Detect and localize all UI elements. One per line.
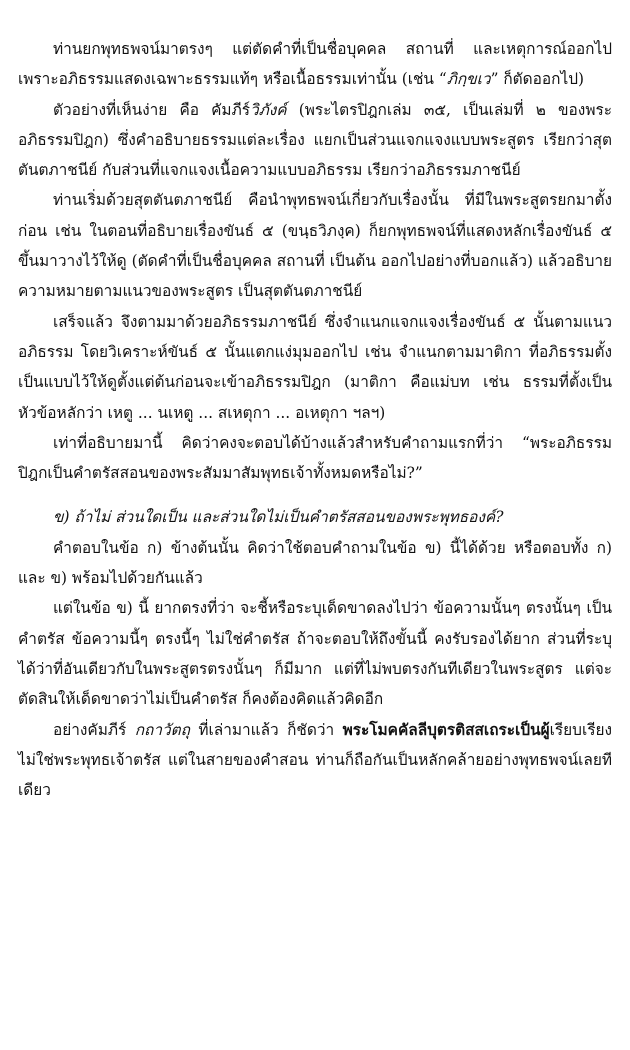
paragraph-4 (18, 307, 612, 428)
text-span: ” ก็ตัดออกไป) (490, 70, 584, 89)
question-text: ข) ถ้าไม่ ส่วนใดเป็น และส่วนใดไม่เป็นคำตรัสสอนของพระพุทธองค์? (53, 508, 504, 527)
text-span: ท่านยกพุทธพจน์มาตรงๆ แต่ตัดคำที่เป็นชื่อบุคคล สถานที่ และเหตุการณ์ออกไป เพราะอภิธรรมแสดงเฉพาะธรรมแท้ๆ หรือเนื้อธรรมเท่านั้น (เช่น “ (18, 40, 612, 89)
text-span: เท่าที่อธิบายมานี้ คิดว่าคงจะตอบได้บ้างแล้วสำหรับคำถามแรกที่ว่า “พระอภิธรรมปิฎกเป็นคำตรัสสอนของพระสัมมาสัมพุทธเจ้าทั้งหมดหรือไม่?” (18, 433, 612, 483)
text-span: ตัวอย่างที่เห็นง่าย คือ คัมภีร์ (53, 100, 250, 119)
paragraph-5 (18, 428, 612, 489)
question-heading (18, 502, 612, 532)
paragraph-2 (18, 95, 612, 186)
book-title: กถาวัตถุ (134, 720, 190, 739)
text-span: เรียบเรียง ไม่ใช่พระพุทธเจ้าตรัส แต่ในสายของคำสอน ท่านก็ถือกันเป็นหลักคล้ายอย่างพุทธพจน์เลยทีเดียว (18, 720, 612, 800)
text-span: ที่เล่ามาแล้ว ก็ชัดว่า (189, 720, 343, 739)
paragraph-3 (18, 185, 612, 306)
paragraph-1 (18, 34, 612, 95)
paragraph-9 (18, 715, 612, 806)
author-name: พระโมคคัลลีบุตรติสสเถระเป็นผู้ (342, 720, 550, 739)
text-span: อย่างคัมภีร์ (53, 720, 135, 739)
text-span: แต่ในข้อ ข) นี้ ยากตรงที่ว่า จะชี้หรือระบุเด็ดขาดลงไปว่า ข้อความนั้นๆ ตรงนั้นๆ เป็นคำตรัส ข้อความนี้ๆ ตรงนี้ๆ ไม่ใช่คำตรัส ถ้าจะตอบให้ถึงขั้นนี้ คงรับรองได้ยาก ส่วนที่ระบุได้ว่าที่อันเดียวกับในพระสูตรตรงนั้นๆ ก็มีมาก แต่ที่ไม่พบตรงกันทีเดียวในพระสูตร แต่จะตัดสินให้เด็ดขาดว่าไม่เป็นคำตรัส ก็คงต้องคิดแล้วคิดอีก (18, 599, 612, 709)
book-title: วิภังค์ (250, 100, 287, 119)
pali-term: ภิกฺขเว (446, 70, 491, 89)
text-span: เสร็จแล้ว จึงตามมาด้วยอภิธรรมภาชนีย์ ซึ่งจำแนกแจกแจงเรื่องขันธ์ ๕ นั้นตามแนวอภิธรรม โดยวิเคราะห์ขันธ์ ๕ นั้นแตกแง่มุมออกไป เช่น จำแนกตามมาติกา ที่อภิธรรมตั้งเป็นแบบไว้ให้ดูตั้งแต่ต้นก่อนจะเข้าอภิธรรมปิฎก (มาติกา คือแม่บท เช่น ธรรมที่ตั้งเป็นหัวข้อหลักว่า เหตู ... นเหตู ... สเหตุกา ... อเหตุกา ฯลฯ) (18, 312, 612, 422)
text-span: (พระไตรปิฎกเล่ม ๓๕, เป็นเล่มที่ ๒ ของพระอภิธรรมปิฎก) ซึ่งคำอธิบายธรรมแต่ละเรื่อง แยกเป็นส่วนแจกแจงแบบพระสูตร เรียกว่าสุตตันตภาชนีย์ กับส่วนที่แจกแจงเนื้อความแบบอภิธรรม เรียกว่าอภิธรรมภาชนีย์ (18, 100, 612, 180)
paragraph-7 (18, 533, 612, 594)
text-span: คำตอบในข้อ ก) ข้างต้นนั้น คิดว่าใช้ตอบคำถามในข้อ ข) นี้ได้ด้วย หรือตอบทั้ง ก) และ ข) พร้อมไปด้วยกันแล้ว (18, 538, 612, 588)
text-span: ท่านเริ่มด้วยสุตตันตภาชนีย์ คือนำพุทธพจน์เกี่ยวกับเรื่องนั้น ที่มีในพระสูตรยกมาตั้งก่อน เช่น ในตอนที่อธิบายเรื่องขันธ์ ๕ (ขนฺธวิภงฺค) ก็ยกพุทธพจน์ที่แสดงหลักเรื่องขันธ์ ๕ ขึ้นมาวางไว้ให้ดู (ตัดคำที่เป็นชื่อบุคคล สถานที่ เป็นต้น ออกไปอย่างที่บอกแล้ว) แล้วอธิบายความหมายตามแนวของพระสูตร เป็นสุตตันตภาชนีย์ (18, 191, 612, 301)
paragraph-8 (18, 593, 612, 714)
